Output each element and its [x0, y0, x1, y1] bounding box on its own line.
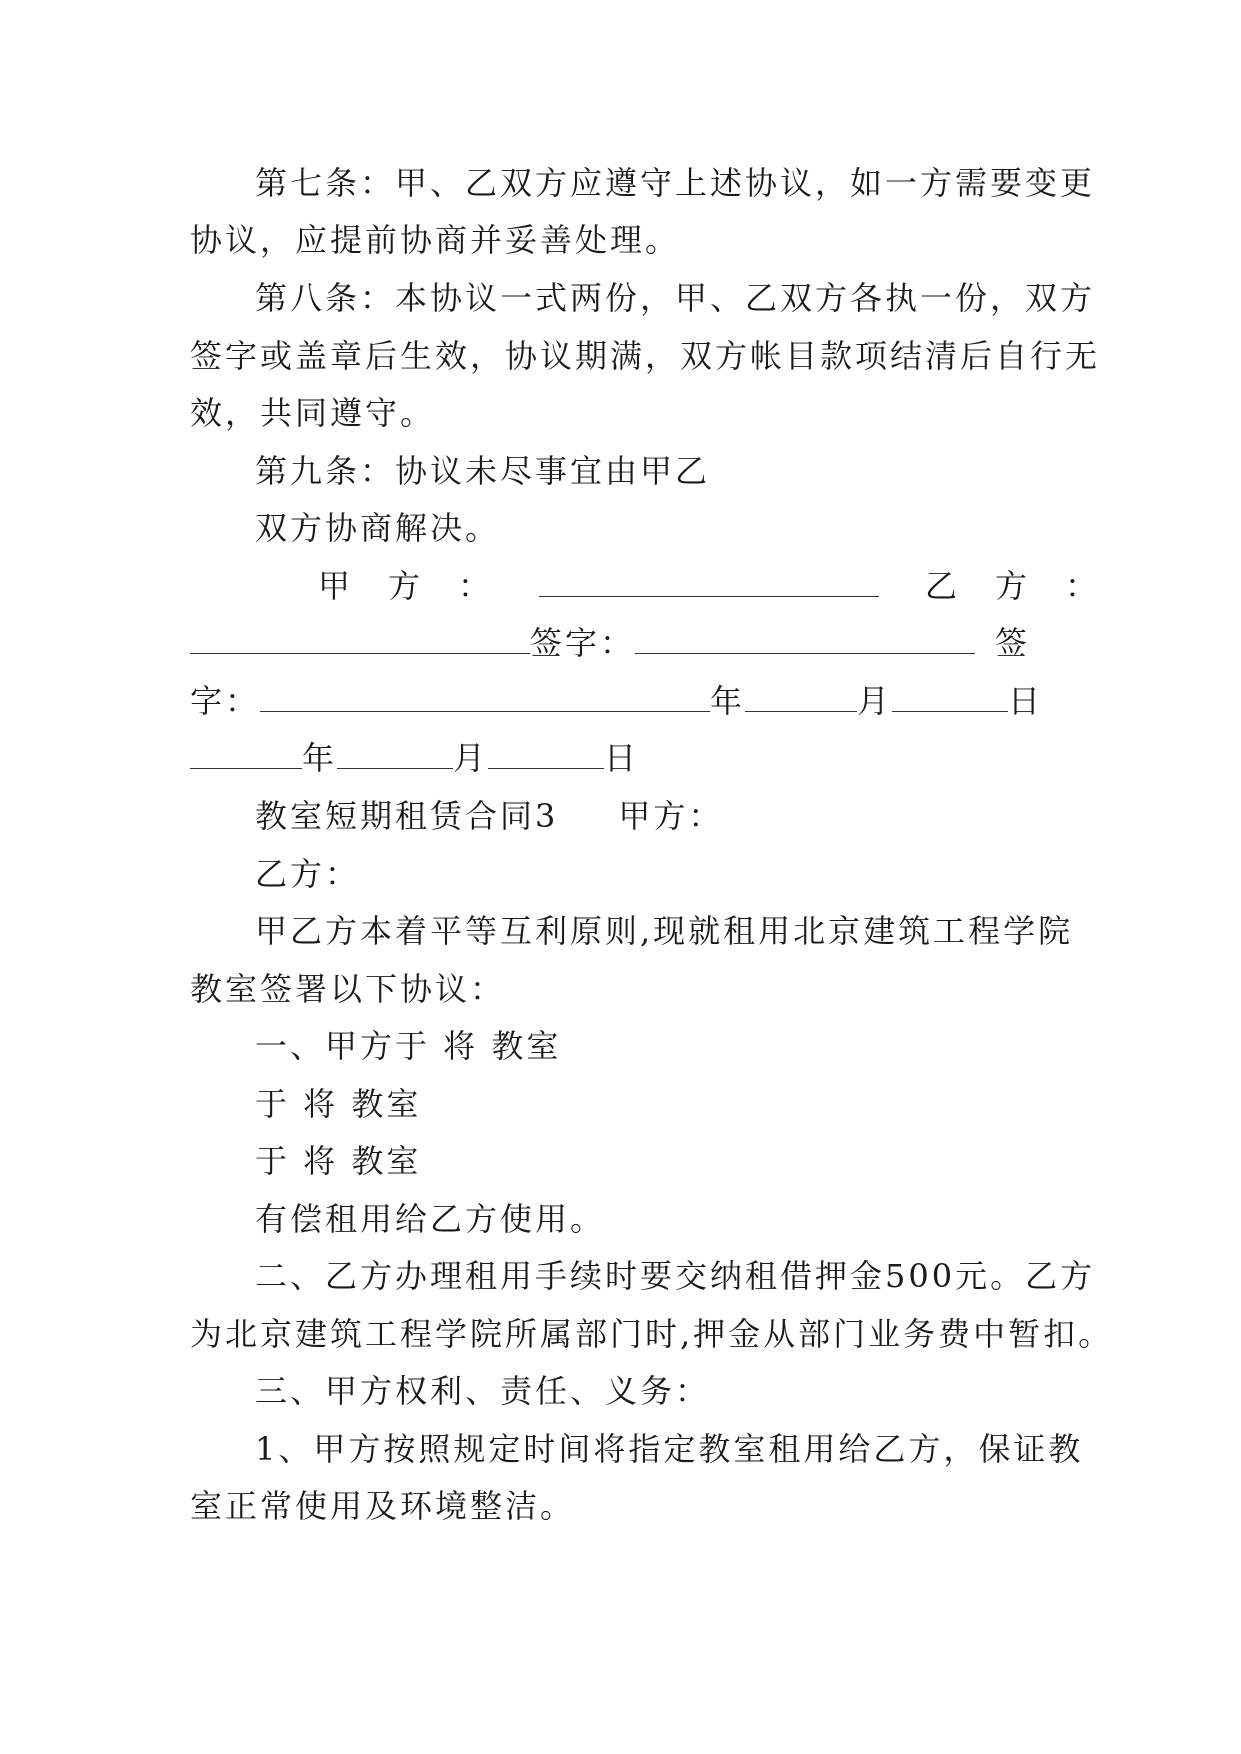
- clause-7-line-1: 第七条：甲、乙双方应遵守上述协议，如一方需要变更: [255, 164, 1096, 202]
- clause-8-line-3: 效，共同遵守。: [190, 394, 436, 432]
- item-3-1-line-1: 1、甲方按照规定时间将指定教室租用给乙方，保证教: [255, 1430, 1084, 1468]
- clause-9-line-2: 双方协商解决。: [255, 509, 501, 547]
- item-3-1-line-2: 室正常使用及环境整洁。: [190, 1487, 576, 1525]
- intro-line-1: 甲乙方本着平等互利原则,现就租用北京建筑工程学院: [255, 912, 1074, 950]
- day-blank-b: [488, 738, 604, 769]
- day-blank-a: [892, 681, 1008, 712]
- sign-label-b-start: 签: [995, 624, 1031, 662]
- year-blank-b: [190, 738, 302, 769]
- contract-3-heading: [255, 796, 723, 836]
- day-label-b: 日: [604, 739, 640, 777]
- item-3-heading: 三、甲方权利、责任、义务：: [255, 1372, 711, 1410]
- contract-3-title: 教室短期租赁合同3: [255, 797, 559, 835]
- sign-label-a: 签字：: [530, 624, 636, 662]
- month-blank-b: [337, 738, 453, 769]
- party-b-label: 乙 方 ：: [925, 567, 1101, 605]
- sign-blank-a: [635, 623, 975, 654]
- item-1-line-2: 于 将 教室: [255, 1085, 422, 1123]
- contract-3-party-a: 甲方：: [618, 797, 724, 835]
- month-blank-a: [745, 681, 857, 712]
- clause-8-line-1: 第八条：本协议一式两份，甲、乙双方各执一份，双方: [255, 279, 1096, 317]
- month-label-a: 月: [857, 682, 893, 720]
- party-b-blank: [190, 623, 530, 654]
- signature-row-4: [190, 738, 639, 778]
- item-1-line-1: 一、甲方于 将 教室: [255, 1027, 562, 1065]
- sign-label-b-end: 字：: [190, 682, 261, 720]
- item-2-line-1: 二、乙方办理租用手续时要交纳租借押金500元。乙方: [255, 1257, 1096, 1295]
- year-label-b: 年: [302, 739, 338, 777]
- year-label-a: 年: [710, 682, 746, 720]
- party-a-label: 甲 方 ：: [318, 567, 494, 605]
- signature-row-1: [318, 566, 1100, 606]
- item-1-line-4: 有偿租用给乙方使用。: [255, 1200, 606, 1238]
- party-a-blank: [539, 566, 879, 597]
- sign-blank-b: [260, 681, 710, 712]
- clause-9-line-1: 第九条：协议未尽事宜由甲乙: [255, 452, 711, 490]
- month-label-b: 月: [453, 739, 489, 777]
- day-label-a: 日: [1008, 682, 1044, 720]
- signature-row-3: [190, 681, 1043, 721]
- signature-row-2: [190, 623, 1030, 663]
- intro-line-2: 教室签署以下协议：: [190, 970, 506, 1008]
- clause-7-line-2: 协议，应提前协商并妥善处理。: [190, 221, 681, 259]
- item-2-line-2: 为北京建筑工程学院所属部门时,押金从部门业务费中暂扣。: [190, 1315, 1114, 1353]
- clause-8-line-2: 签字或盖章后生效，协议期满，双方帐目款项结清后自行无: [190, 337, 1101, 375]
- item-1-line-3: 于 将 教室: [255, 1142, 422, 1180]
- contract-3-party-b: 乙方：: [255, 855, 361, 893]
